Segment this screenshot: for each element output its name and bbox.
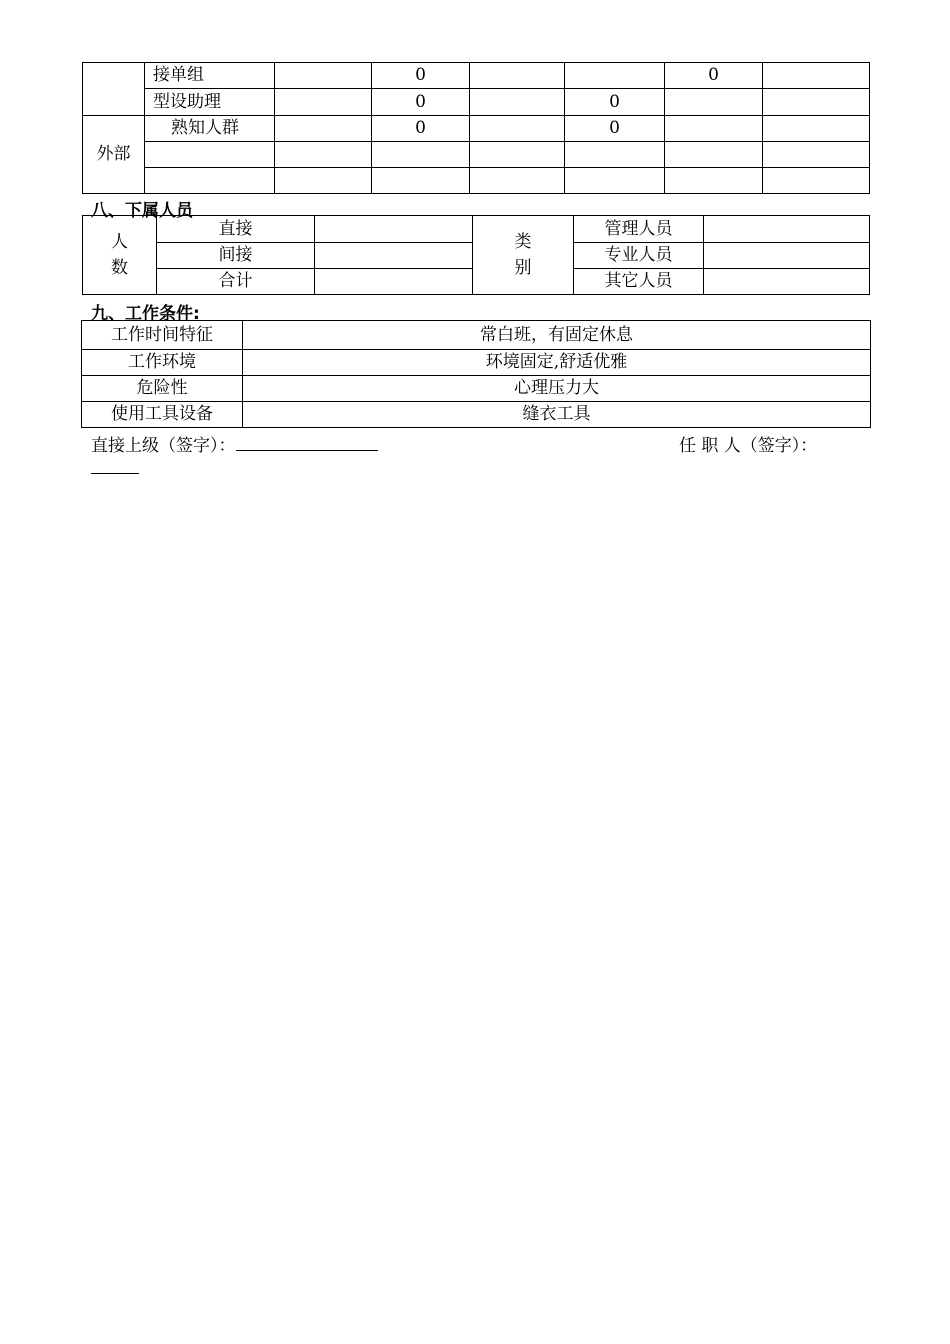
table-row [83,116,870,142]
category-row-value [704,269,870,295]
row-label [145,168,275,194]
table-row [83,142,870,168]
cell [763,89,870,116]
category-label [473,216,574,295]
subordinates-table [82,215,870,295]
cell [372,142,470,168]
count-label [83,216,157,295]
cell: 0 [372,116,470,142]
count-label-bottom: 数 [111,258,128,278]
condition-value: 心理压力大 [243,376,871,402]
cell [665,89,763,116]
cell: 0 [372,63,470,89]
row-label [145,142,275,168]
count-row-label: 间接 [157,243,315,269]
table-row [82,350,871,376]
section-heading-subordinates: 八、下属人员 [91,201,193,221]
count-row-label: 直接 [157,216,315,243]
table-row [83,216,870,243]
cell [565,168,665,194]
cell [565,63,665,89]
cell [470,142,565,168]
table-row [83,89,870,116]
row-label: 接单组 [145,63,275,89]
cell: 0 [372,89,470,116]
work-conditions-table [81,320,871,428]
supervisor-signature [91,431,378,456]
condition-label: 工作环境 [82,350,243,376]
condition-label: 使用工具设备 [82,402,243,428]
count-row-value [315,243,473,269]
supervisor-signature-line[interactable] [236,436,378,451]
condition-label: 危险性 [82,376,243,402]
row-label: 熟知人群 [145,116,275,142]
cell [763,142,870,168]
cell: 0 [565,116,665,142]
cell: 0 [665,63,763,89]
table-row [83,63,870,89]
condition-value: 常白班，有固定休息 [243,321,871,350]
section-heading-work-conditions: 九、工作条件: [91,304,200,324]
cell [470,89,565,116]
incumbent-signature-line[interactable] [91,473,139,474]
group-cell-internal [83,63,145,116]
cell [665,116,763,142]
cell [275,89,372,116]
cell [275,116,372,142]
category-row-value [704,243,870,269]
category-row-label: 专业人员 [574,243,704,269]
condition-value: 环境固定,舒适优雅 [243,350,871,376]
cell [275,142,372,168]
cell [565,142,665,168]
contact-table [82,62,870,194]
table-row [82,402,871,428]
category-row-label: 管理人员 [574,216,704,243]
cell [763,168,870,194]
group-label-external: 外部 [83,116,145,194]
cell [275,168,372,194]
cell [470,116,565,142]
count-label-top: 人 [111,232,128,252]
table-row [82,321,871,350]
cell [763,63,870,89]
category-row-value [704,216,870,243]
condition-value: 缝衣工具 [243,402,871,428]
cell [665,168,763,194]
count-row-label: 合计 [157,269,315,295]
row-label: 型设助理 [145,89,275,116]
condition-label: 工作时间特征 [82,321,243,350]
category-label-top: 类 [514,232,532,252]
count-row-value [315,216,473,243]
table-row [82,376,871,402]
category-row-label: 其它人员 [574,269,704,295]
supervisor-signature-label: 直接上级（签字）： [91,436,236,456]
table-row [83,168,870,194]
cell [470,168,565,194]
count-row-value [315,269,473,295]
cell [275,63,372,89]
cell [665,142,763,168]
cell [470,63,565,89]
incumbent-signature-label: 任 职 人（签字）： [679,436,818,456]
cell [763,116,870,142]
cell: 0 [565,89,665,116]
cell [372,168,470,194]
category-label-bottom: 别 [514,258,532,278]
